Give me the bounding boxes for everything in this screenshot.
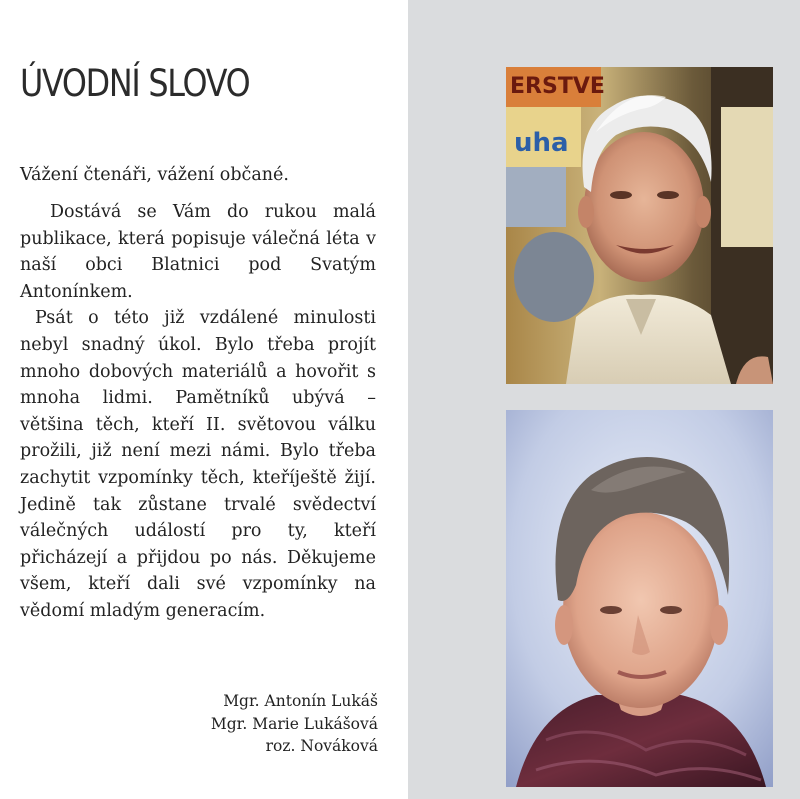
author-photo-man [506,67,773,384]
page-title: ÚVODNÍ SLOVO [20,62,250,105]
man-portrait-illustration [506,67,773,384]
signature-line-2: Mgr. Marie Lukášová [210,714,378,733]
shop-sign-text-1: ERSTVE [510,74,605,99]
greeting: Vážení čtenáři, vážení občané. [20,165,289,185]
woman-portrait-illustration [506,410,773,787]
author-photo-woman [506,410,773,787]
signature-block [211,690,378,758]
paragraph-intro: Dostává se Vám do rukou malá publikace, která popisuje válečná léta v naší obci Blatnici pod Svatým Antonínkem. [20,202,376,302]
paragraph-main: Psát o této již vzdálené minulosti nebyl snadný úkol. Bylo třeba projít mnoho dobových materiálů a hovořit s mnoha lidmi. Pamětníků ubývá – většina těch, kteří II. světovou válku prožili, již není mezi námi. Bylo třeba zachytit vzpomínky těch, kteříještě žijí. Jedině tak zůstane trvalé svědectví válečných událostí pro ty, kteří přicházejí a přijdou po nás. Děkujeme všem, kteří dali své vzpomínky na vědomí mladým generacím. [20,308,376,621]
signature-line-3: roz. Nováková [265,737,378,755]
body-text [20,199,376,625]
signature-line-1: Mgr. Antonín Lukáš [223,692,378,710]
shop-sign-text-2: uha [514,128,569,158]
